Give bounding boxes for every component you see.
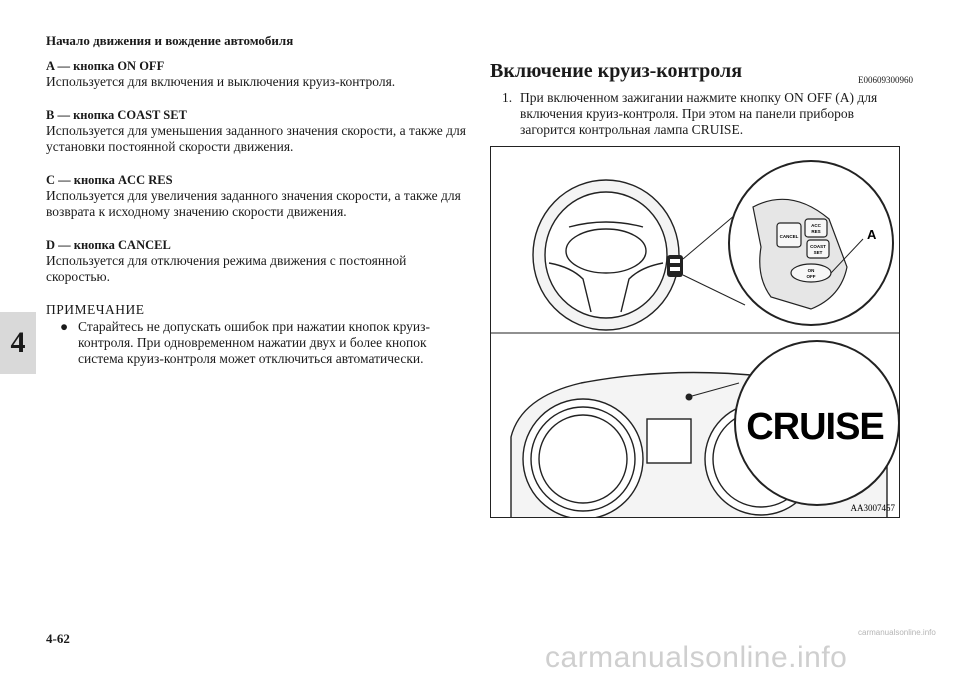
section-title: Включение круиз-контроля [490,60,743,82]
definition-desc: Используется для отключения режима движения с постоянной скоростью. [46,253,407,284]
set-label: SET [813,250,823,255]
watermark: carmanualsonline.info [545,641,848,674]
figure-code: AA3007457 [850,503,895,513]
cruise-lamp-label: CRUISE [746,406,884,448]
note-text: Старайтесь не допускать ошибок при нажатии кнопок круиз-контроля. При одновременном нажатии двух и более кнопок система круиз-контроля может отключиться автоматически. [78,319,430,366]
acc-label: ACC [811,223,821,228]
step-1 [502,90,902,138]
definition-c [46,172,466,220]
definition-desc: Используется для включения и выключения круиз-контроля. [46,74,396,89]
step-text: При включенном зажигании нажмите кнопку ON OFF (A) для включения круиз-контроля. При этом на панели приборов загорится контрольная лампа CRUISE. [520,90,878,137]
bullet-icon: ● [60,319,69,334]
definition-desc: Используется для уменьшения заданного значения скорости, а также для установки постоянной скорости движения. [46,123,466,154]
callout-a-label: A [867,227,877,242]
acc-res-button-icon [805,219,827,237]
note-title: ПРИМЕЧАНИЕ [46,302,145,317]
left-column [46,58,466,367]
definition-term: A — кнопка ON OFF [46,59,165,73]
section-code: E00609300960 [858,75,913,85]
res-label: RES [811,229,821,234]
watermark-small: carmanualsonline.info [858,628,936,637]
on-label: ON [807,268,815,273]
chapter-tab: 4 [0,312,36,374]
page-number: 4-62 [46,631,70,646]
page-header: Начало движения и вождение автомобиля [46,33,294,48]
on-off-button-icon [791,264,831,282]
definition-term: B — кнопка COAST SET [46,108,187,122]
coast-set-button-icon [807,240,829,258]
indicator-dot-icon [686,394,693,401]
figure-illustration [491,147,899,517]
step-number: 1. [502,90,513,105]
leader-line [683,275,745,305]
definition-a [46,58,466,90]
definition-b [46,107,466,155]
figure-cruise-control [490,146,900,518]
definition-d [46,237,466,285]
definition-term: D — кнопка CANCEL [46,238,171,252]
off-label: OFF [806,274,816,279]
definition-desc: Используется для увеличения заданного значения скорости, а также для возврата к исходному значению скорости движения. [46,188,461,219]
leader-line [683,215,735,259]
cancel-label: CANCEL [779,234,799,239]
note-item [46,319,466,367]
definition-term: C — кнопка ACC RES [46,173,173,187]
wheel-buttons-icon [667,255,683,277]
coast-label: COAST [810,244,826,249]
steering-wheel-icon [533,180,679,330]
